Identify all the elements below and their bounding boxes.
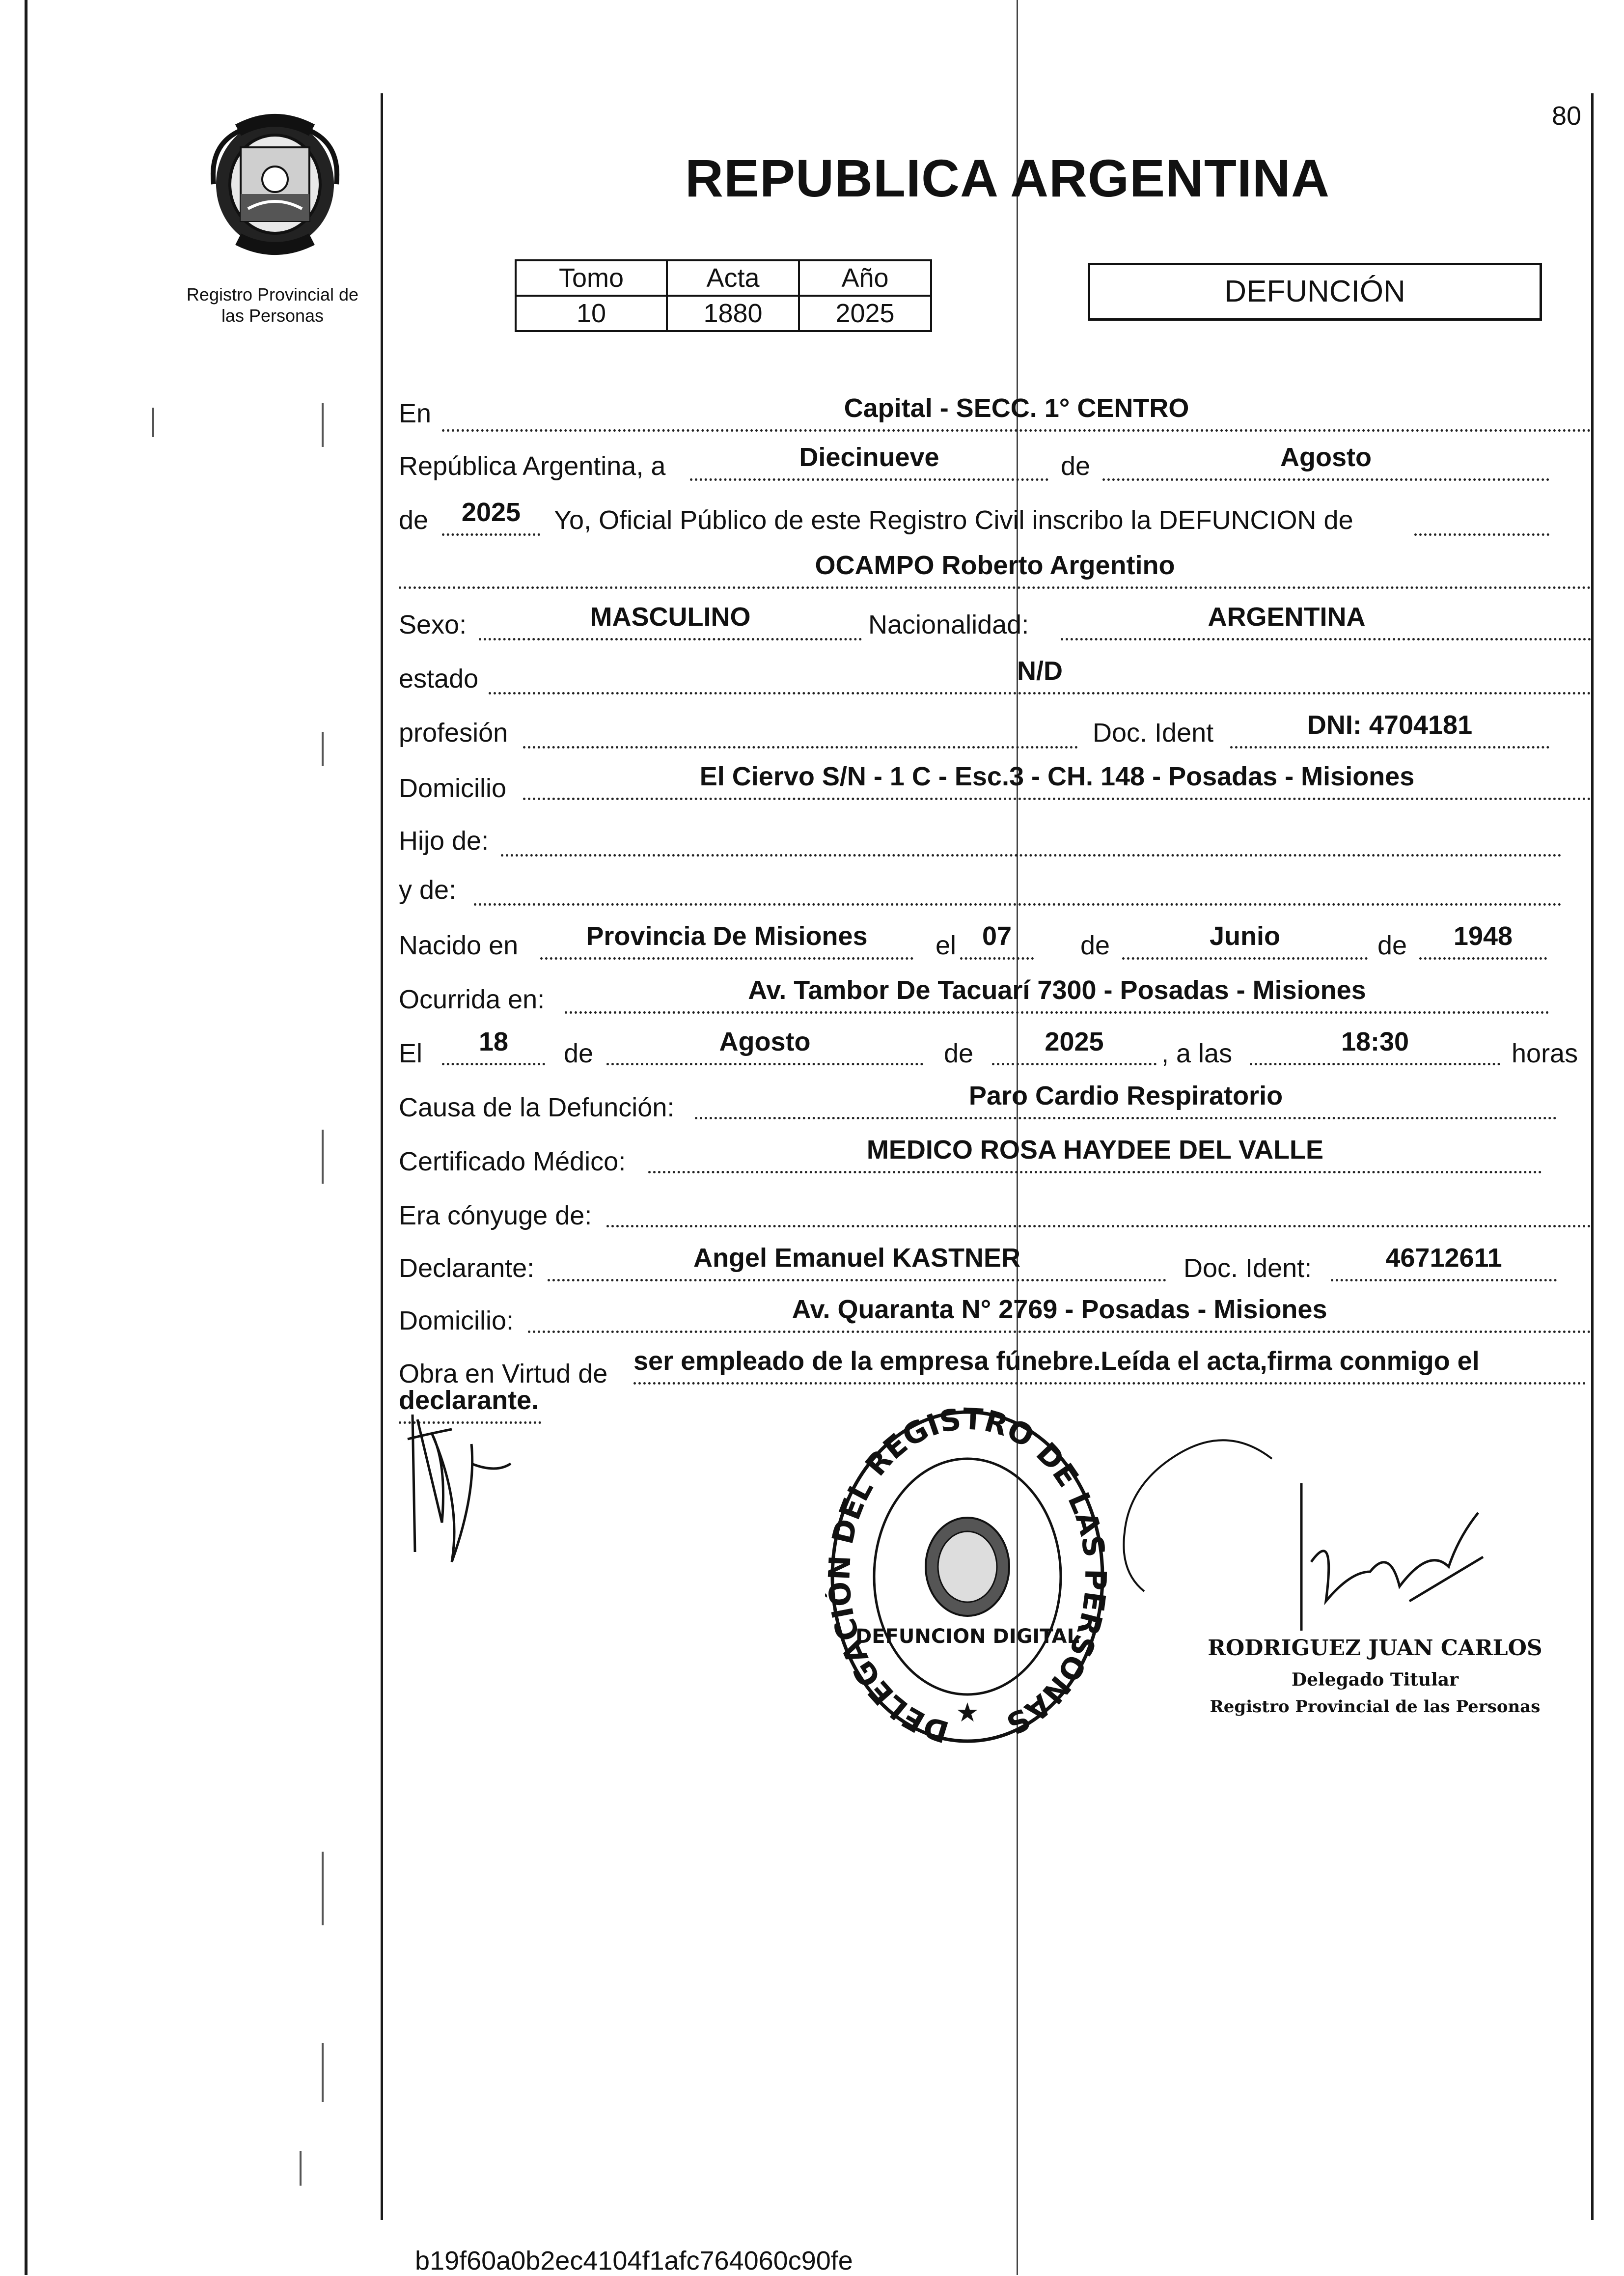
label-el: el (936, 931, 957, 960)
field-causa (695, 1081, 1557, 1119)
declarant-signature (398, 1405, 525, 1582)
label-republica: República Argentina, a (399, 451, 666, 481)
logo-caption-line-2: las Personas (221, 305, 324, 326)
field-ocurrida-en (565, 975, 1549, 1014)
label-doc-ident-2: Doc. Ident: (1184, 1253, 1312, 1283)
label-causa: Causa de la Defunción: (399, 1093, 675, 1122)
table-header-anio: Año (799, 260, 931, 296)
field-oc-dia (442, 1027, 545, 1065)
margin-mark (322, 1130, 324, 1184)
field-nacionalidad (1061, 602, 1591, 640)
value-dia: Diecinueve (799, 443, 939, 472)
registry-seal (825, 1405, 1110, 1749)
form-right-line (1591, 93, 1594, 2220)
value-mes: Agosto (1280, 443, 1372, 472)
label-sexo: Sexo: (399, 610, 467, 639)
label-profesion: profesión (399, 718, 508, 748)
field-nac-mes (1122, 921, 1368, 960)
table-header-tomo: Tomo (516, 260, 667, 296)
margin-mark (322, 403, 324, 447)
value-declarante-doc: 46712611 (1385, 1243, 1502, 1273)
seal-star: ★ (955, 1698, 980, 1727)
field-nombre (399, 551, 1591, 589)
table-header-acta: Acta (667, 260, 799, 296)
value-nombre: OCAMPO Roberto Argentino (815, 551, 1175, 580)
label-horas: horas (1512, 1039, 1578, 1068)
value-oc-hora: 18:30 (1341, 1027, 1409, 1056)
label-el-2: El (399, 1039, 423, 1068)
value-doc: DNI: 4704181 (1307, 710, 1473, 740)
form-left-line (381, 93, 383, 2220)
value-anio: 2025 (461, 498, 521, 527)
label-de-oc-1: de (564, 1039, 594, 1068)
field-nacido-en (540, 921, 913, 960)
value-declarante: Angel Emanuel KASTNER (693, 1243, 1021, 1273)
label-domicilio-2: Domicilio: (399, 1306, 514, 1335)
registrar-office: Registro Provincial de las Personas (1210, 1697, 1541, 1717)
table-header-row (516, 260, 931, 296)
seal-ring-text: DELEGACIÓN DEL REGISTRO DE LAS PERSONAS (825, 1405, 1110, 1749)
field-anio (442, 498, 540, 536)
page-title: REPUBLICA ARGENTINA (685, 148, 1330, 208)
value-obra-line-1: ser empleado de la empresa fúnebre.Leída el acta,firma conmigo el (633, 1346, 1480, 1376)
defuncion-box (1088, 263, 1542, 321)
table-value-row (516, 296, 931, 331)
value-obra-line-2: declarante. (399, 1386, 539, 1415)
value-nacido-en: Provincia De Misiones (586, 921, 868, 951)
field-lugar (442, 393, 1591, 432)
margin-mark (300, 2151, 302, 2186)
province-logo (194, 111, 356, 258)
left-border-line (25, 0, 28, 2275)
registrar-stamp (1193, 1636, 1557, 1717)
field-de-extra (1414, 502, 1549, 536)
field-sexo (479, 602, 862, 640)
label-yo: Yo, Oficial Público de este Registro Civil inscribo la DEFUNCION de (554, 505, 1353, 535)
field-hijo-de (501, 823, 1562, 857)
margin-mark (322, 2043, 324, 2102)
label-obra: Obra en Virtud de (399, 1359, 608, 1388)
value-oc-mes: Agosto (719, 1027, 811, 1056)
label-ocurrida-en: Ocurrida en: (399, 985, 545, 1014)
label-estado: estado (399, 664, 479, 694)
tomo-value: 10 (516, 296, 667, 331)
field-dia (690, 443, 1048, 481)
label-hijo-de: Hijo de: (399, 826, 489, 856)
acta-value: 1880 (667, 296, 799, 331)
label-nacionalidad: Nacionalidad: (868, 610, 1029, 639)
field-nac-anio (1419, 921, 1547, 960)
value-declarante-domicilio: Av. Quaranta N° 2769 - Posadas - Misiones (792, 1295, 1327, 1324)
value-domicilio: El Ciervo S/N - 1 C - Esc.3 - CH. 148 - Posadas - Misiones (699, 762, 1415, 791)
label-en: En (399, 399, 432, 428)
field-estado (489, 656, 1591, 694)
label-nacido-en: Nacido en (399, 931, 519, 960)
field-mes (1102, 443, 1549, 481)
field-profesion (523, 715, 1078, 749)
field-oc-hora (1250, 1027, 1500, 1065)
footer-hash: b19f60a0b2ec4104f1afc764060c90fe (415, 2246, 853, 2276)
label-y-de: y de: (399, 875, 457, 905)
value-causa: Paro Cardio Respiratorio (968, 1081, 1283, 1110)
label-de-1: de (1061, 451, 1091, 481)
label-de-nac-1: de (1080, 931, 1110, 960)
field-nac-dia (960, 921, 1034, 960)
margin-mark (152, 408, 154, 437)
field-certificado (648, 1135, 1542, 1173)
logo-caption-line-1: Registro Provincial de (186, 284, 359, 305)
label-conyuge: Era cónyuge de: (399, 1201, 592, 1230)
margin-mark (322, 732, 324, 766)
label-certificado: Certificado Médico: (399, 1147, 626, 1176)
registrar-name: RODRIGUEZ JUAN CARLOS (1208, 1636, 1542, 1661)
value-nacionalidad: ARGENTINA (1208, 602, 1366, 632)
field-domicilio (523, 762, 1591, 800)
field-oc-anio (992, 1027, 1156, 1065)
value-ocurrida-en: Av. Tambor De Tacuarí 7300 - Posadas - Misiones (748, 975, 1366, 1005)
field-declarante-doc (1331, 1243, 1557, 1281)
value-lugar: Capital - SECC. 1° CENTRO (844, 393, 1189, 423)
margin-mark (322, 1852, 324, 1925)
defuncion-label: DEFUNCIÓN (1224, 275, 1405, 308)
value-nac-anio: 1948 (1453, 921, 1513, 951)
field-y-de (474, 872, 1562, 906)
value-nac-mes: Junio (1210, 921, 1280, 951)
registrar-role: Delegado Titular (1291, 1669, 1459, 1690)
page-number: 80 (1552, 101, 1582, 131)
field-declarante (548, 1243, 1166, 1281)
value-oc-dia: 18 (478, 1027, 509, 1056)
label-de-nac-2: de (1377, 931, 1407, 960)
logo-caption (162, 284, 383, 326)
value-estado: N/D (1017, 656, 1063, 686)
tomo-acta-anio-table (515, 259, 932, 332)
label-doc-ident: Doc. Ident (1093, 718, 1214, 748)
label-de-oc-2: de (944, 1039, 974, 1068)
value-nac-dia: 07 (982, 921, 1012, 951)
anio-value: 2025 (799, 296, 931, 331)
field-declarante-domicilio (528, 1295, 1591, 1333)
field-conyuge (606, 1194, 1591, 1227)
value-certificado: MEDICO ROSA HAYDEE DEL VALLE (866, 1135, 1324, 1165)
value-sexo: MASCULINO (590, 602, 751, 632)
label-declarante: Declarante: (399, 1253, 535, 1283)
field-doc (1230, 710, 1549, 749)
field-oc-mes (606, 1027, 923, 1065)
label-a-las: , a las (1161, 1039, 1233, 1068)
registrar-signature (1115, 1424, 1557, 1670)
field-obra-line-1 (633, 1346, 1586, 1385)
label-de-2: de (399, 505, 429, 535)
value-oc-anio: 2025 (1045, 1027, 1104, 1056)
seal-inner-text: DEFUNCION DIGITAL (855, 1625, 1079, 1648)
label-domicilio: Domicilio (399, 774, 507, 803)
